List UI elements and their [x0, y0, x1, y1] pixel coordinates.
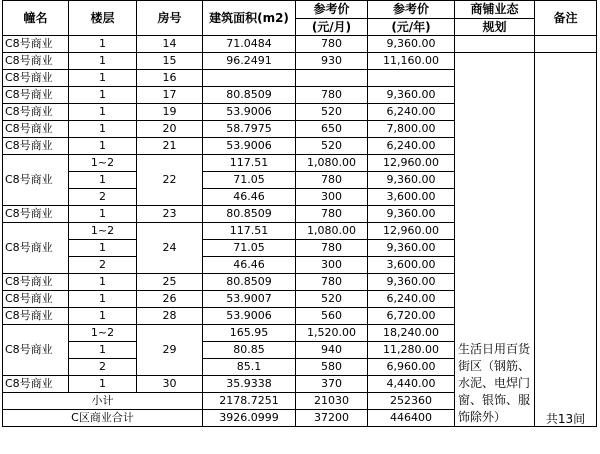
cell-room: 22 — [137, 155, 203, 206]
remark-count: 共13间 — [535, 53, 597, 427]
table-row — [3, 36, 597, 53]
cell-building: C8号商业 — [3, 274, 69, 291]
cell-building: C8号商业 — [3, 291, 69, 308]
cell-floor: 2 — [69, 359, 137, 376]
cell-price-year: 3,600.00 — [368, 257, 455, 274]
cell-floor: 1 — [69, 308, 137, 325]
cell-area: 46.46 — [203, 257, 296, 274]
cell-building: C8号商业 — [3, 70, 69, 87]
cell-floor: 1 — [69, 104, 137, 121]
cell-price-month: 1,080.00 — [296, 155, 368, 172]
cell-building: C8号商业 — [3, 308, 69, 325]
cell-price-month: 780 — [296, 172, 368, 189]
cell-floor: 1~2 — [69, 155, 137, 172]
cell-price-month: 780 — [296, 36, 368, 53]
cell-floor: 1 — [69, 87, 137, 104]
cell-price-month: 560 — [296, 308, 368, 325]
cell-building: C8号商业 — [3, 104, 69, 121]
cell-price-year: 9,360.00 — [368, 36, 455, 53]
cell-room: 28 — [137, 308, 203, 325]
commercial-units-table — [2, 0, 597, 427]
cell-area: 96.2491 — [203, 53, 296, 70]
cell-price-month: 940 — [296, 342, 368, 359]
cell-price-month — [296, 70, 368, 87]
cell-room: 15 — [137, 53, 203, 70]
cell-room: 24 — [137, 223, 203, 274]
cell-price-month: 780 — [296, 87, 368, 104]
cell-floor: 2 — [69, 189, 137, 206]
cell-price-year: 6,960.00 — [368, 359, 455, 376]
cell-room: 16 — [137, 70, 203, 87]
cell-price-year: 6,240.00 — [368, 291, 455, 308]
cell-room: 21 — [137, 138, 203, 155]
cell-price-year: 11,160.00 — [368, 53, 455, 70]
cell-price-year: 6,240.00 — [368, 104, 455, 121]
header-price-month-line1: 参考价 — [296, 1, 368, 19]
cell-floor: 1 — [69, 206, 137, 223]
total-label: C区商业合计 — [3, 410, 203, 427]
cell-floor: 1 — [69, 138, 137, 155]
cell-building: C8号商业 — [3, 36, 69, 53]
cell-area: 53.9006 — [203, 138, 296, 155]
cell-price-year: 3,600.00 — [368, 189, 455, 206]
cell-area: 46.46 — [203, 189, 296, 206]
subtotal-price-year: 252360 — [368, 393, 455, 410]
cell-price-month: 650 — [296, 121, 368, 138]
header-room: 房号 — [137, 1, 203, 36]
cell-floor: 1 — [69, 274, 137, 291]
cell-floor: 1 — [69, 172, 137, 189]
cell-area: 80.8509 — [203, 274, 296, 291]
cell-price-month: 1,520.00 — [296, 325, 368, 342]
cell-plan-empty — [455, 36, 535, 53]
cell-price-month: 1,080.00 — [296, 223, 368, 240]
cell-building: C8号商业 — [3, 223, 69, 274]
cell-area: 53.9006 — [203, 104, 296, 121]
cell-price-year: 9,360.00 — [368, 206, 455, 223]
cell-price-month: 580 — [296, 359, 368, 376]
header-remark: 备注 — [535, 1, 597, 36]
cell-building: C8号商业 — [3, 138, 69, 155]
header-plan-line1: 商铺业态 — [455, 1, 535, 19]
cell-area: 53.9006 — [203, 308, 296, 325]
cell-price-year: 18,240.00 — [368, 325, 455, 342]
subtotal-label: 小计 — [3, 393, 203, 410]
cell-area: 80.8509 — [203, 206, 296, 223]
cell-area: 71.05 — [203, 172, 296, 189]
cell-building: C8号商业 — [3, 87, 69, 104]
cell-price-year: 12,960.00 — [368, 155, 455, 172]
subtotal-area: 2178.7251 — [203, 393, 296, 410]
header-row-1 — [3, 1, 597, 19]
cell-area: 117.51 — [203, 223, 296, 240]
cell-price-year: 9,360.00 — [368, 274, 455, 291]
header-plan-line2: 规划 — [455, 18, 535, 36]
cell-room: 30 — [137, 376, 203, 393]
cell-building: C8号商业 — [3, 206, 69, 223]
cell-price-month: 300 — [296, 257, 368, 274]
total-price-month: 37200 — [296, 410, 368, 427]
header-floor: 楼层 — [69, 1, 137, 36]
cell-area: 165.95 — [203, 325, 296, 342]
cell-room: 26 — [137, 291, 203, 308]
cell-price-month: 370 — [296, 376, 368, 393]
cell-floor: 1~2 — [69, 325, 137, 342]
cell-price-year: 9,360.00 — [368, 240, 455, 257]
cell-room: 14 — [137, 36, 203, 53]
cell-building: C8号商业 — [3, 121, 69, 138]
cell-price-year: 9,360.00 — [368, 87, 455, 104]
cell-price-month: 930 — [296, 53, 368, 70]
cell-area: 35.9338 — [203, 376, 296, 393]
cell-price-year — [368, 70, 455, 87]
cell-price-month: 520 — [296, 138, 368, 155]
total-area: 3926.0999 — [203, 410, 296, 427]
table-row — [3, 53, 597, 70]
header-price-year-line1: 参考价 — [368, 1, 455, 19]
cell-price-month: 520 — [296, 291, 368, 308]
cell-price-year: 9,360.00 — [368, 172, 455, 189]
cell-area: 71.05 — [203, 240, 296, 257]
cell-price-year: 4,440.00 — [368, 376, 455, 393]
cell-building: C8号商业 — [3, 376, 69, 393]
cell-building: C8号商业 — [3, 53, 69, 70]
cell-building: C8号商业 — [3, 325, 69, 376]
cell-floor: 1 — [69, 376, 137, 393]
cell-area: 85.1 — [203, 359, 296, 376]
cell-floor: 1 — [69, 70, 137, 87]
header-area: 建筑面积(m2) — [203, 1, 296, 36]
cell-floor: 1 — [69, 121, 137, 138]
cell-room: 20 — [137, 121, 203, 138]
header-price-month-line2: (元/月) — [296, 18, 368, 36]
header-price-year-line2: (元/年) — [368, 18, 455, 36]
total-price-year: 446400 — [368, 410, 455, 427]
cell-price-year: 11,280.00 — [368, 342, 455, 359]
cell-floor: 1 — [69, 291, 137, 308]
cell-building: C8号商业 — [3, 155, 69, 206]
cell-remark-empty — [535, 36, 597, 53]
cell-price-year: 6,240.00 — [368, 138, 455, 155]
cell-price-month: 300 — [296, 189, 368, 206]
cell-price-year: 7,800.00 — [368, 121, 455, 138]
cell-room: 25 — [137, 274, 203, 291]
header-building: 幢名 — [3, 1, 69, 36]
cell-price-month: 780 — [296, 240, 368, 257]
cell-price-month: 780 — [296, 206, 368, 223]
cell-area: 71.0484 — [203, 36, 296, 53]
cell-area: 80.8509 — [203, 87, 296, 104]
cell-area: 58.7975 — [203, 121, 296, 138]
cell-room: 19 — [137, 104, 203, 121]
plan-description: 生活日用百货街区（钢筋、水泥、电焊门窗、银饰、服饰除外） — [455, 53, 535, 427]
cell-room: 17 — [137, 87, 203, 104]
subtotal-price-month: 21030 — [296, 393, 368, 410]
cell-price-year: 6,720.00 — [368, 308, 455, 325]
cell-area: 117.51 — [203, 155, 296, 172]
cell-floor: 2 — [69, 257, 137, 274]
cell-price-year: 12,960.00 — [368, 223, 455, 240]
cell-floor: 1 — [69, 36, 137, 53]
cell-room: 23 — [137, 206, 203, 223]
cell-floor: 1 — [69, 240, 137, 257]
cell-area — [203, 70, 296, 87]
cell-area: 80.85 — [203, 342, 296, 359]
cell-floor: 1 — [69, 53, 137, 70]
cell-area: 53.9007 — [203, 291, 296, 308]
cell-price-month: 520 — [296, 104, 368, 121]
cell-price-month: 780 — [296, 274, 368, 291]
cell-room: 29 — [137, 325, 203, 376]
cell-floor: 1~2 — [69, 223, 137, 240]
cell-floor: 1 — [69, 342, 137, 359]
